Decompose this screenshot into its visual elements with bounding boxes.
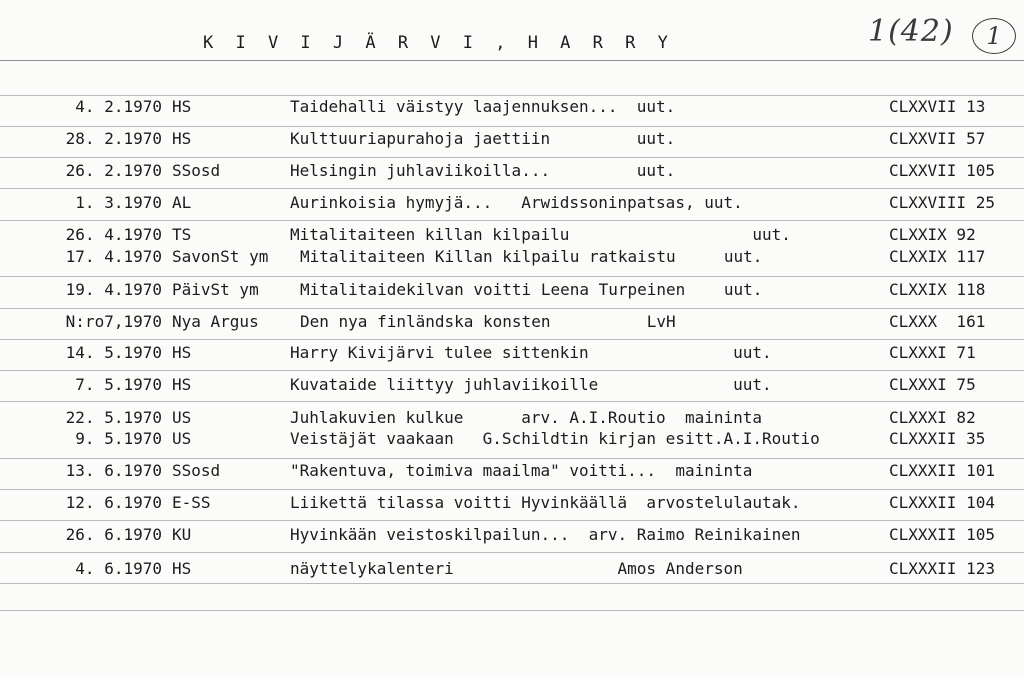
entry-source: TS bbox=[172, 225, 192, 244]
entry-date: 7. 5.1970 bbox=[75, 375, 162, 394]
entry-source: HS bbox=[172, 129, 192, 148]
table-row bbox=[0, 312, 1024, 332]
divider bbox=[0, 95, 1024, 96]
entry-date: 9. 5.1970 bbox=[75, 429, 162, 448]
entry-text: Mitalitaidekilvan voitti Leena Turpeinen uut. bbox=[300, 280, 763, 299]
entry-text: Mitalitaiteen killan kilpailu uut. bbox=[290, 225, 791, 244]
handwritten-page-note: 1(42) bbox=[868, 14, 954, 49]
entry-reference: CLXXX 161 bbox=[889, 312, 986, 331]
entry-text: Veistäjät vaakaan G.Schildtin kirjan esitt.A.I.Routio bbox=[290, 429, 820, 448]
entry-text: "Rakentuva, toimiva maailma" voitti... maininta bbox=[290, 461, 753, 480]
entry-reference: CLXXIX 92 bbox=[889, 225, 976, 244]
divider bbox=[0, 220, 1024, 221]
entry-source: HS bbox=[172, 97, 192, 116]
divider bbox=[0, 552, 1024, 553]
divider bbox=[0, 308, 1024, 309]
entry-reference: CLXXXII 101 bbox=[889, 461, 995, 480]
entry-text: näyttelykalenteri Amos Anderson bbox=[290, 559, 743, 578]
entry-text: Mitalitaiteen Killan kilpailu ratkaistu uut. bbox=[300, 247, 763, 266]
table-row bbox=[0, 193, 1024, 213]
table-row bbox=[0, 461, 1024, 481]
table-row bbox=[0, 129, 1024, 149]
divider bbox=[0, 60, 1024, 61]
entry-date: 12. 6.1970 bbox=[65, 493, 162, 512]
divider bbox=[0, 339, 1024, 340]
entry-date: 14. 5.1970 bbox=[65, 343, 162, 362]
entry-text: Kuvataide liittyy juhlaviikoille uut. bbox=[290, 375, 772, 394]
table-row bbox=[0, 343, 1024, 363]
entry-reference: CLXXVII 57 bbox=[889, 129, 986, 148]
entry-date: 17. 4.1970 bbox=[65, 247, 162, 266]
table-row bbox=[0, 493, 1024, 513]
table-row bbox=[0, 280, 1024, 300]
entry-text: Aurinkoisia hymyjä... Arwidssoninpatsas, uut. bbox=[290, 193, 743, 212]
entry-date: 26. 6.1970 bbox=[65, 525, 162, 544]
entry-reference: CLXXXI 75 bbox=[889, 375, 976, 394]
entry-date: 26. 4.1970 bbox=[65, 225, 162, 244]
table-row bbox=[0, 161, 1024, 181]
entry-reference: CLXXIX 118 bbox=[889, 280, 986, 299]
entry-reference: CLXXVIII 25 bbox=[889, 193, 995, 212]
divider bbox=[0, 157, 1024, 158]
entry-date: 19. 4.1970 bbox=[65, 280, 162, 299]
table-row bbox=[0, 429, 1024, 449]
entry-date: 28. 2.1970 bbox=[65, 129, 162, 148]
handwritten-circled-number: 1 bbox=[972, 18, 1016, 54]
entry-date: 22. 5.1970 bbox=[65, 408, 162, 427]
table-row bbox=[0, 225, 1024, 245]
entry-text: Liikettä tilassa voitti Hyvinkäällä arvostelulautak. bbox=[290, 493, 801, 512]
entry-date: 13. 6.1970 bbox=[65, 461, 162, 480]
table-row bbox=[0, 408, 1024, 428]
entry-text: Den nya finländska konsten LvH bbox=[300, 312, 676, 331]
entry-reference: CLXXXI 82 bbox=[889, 408, 976, 427]
table-row bbox=[0, 375, 1024, 395]
divider bbox=[0, 458, 1024, 459]
entry-source: SavonSt ym bbox=[172, 247, 269, 266]
entry-reference: CLXXXII 35 bbox=[889, 429, 986, 448]
table-row bbox=[0, 97, 1024, 117]
entry-source: US bbox=[172, 429, 192, 448]
entry-source: HS bbox=[172, 343, 192, 362]
entry-date: N:ro7,1970 bbox=[65, 312, 162, 331]
entry-source: HS bbox=[172, 559, 192, 578]
card-title: K I V I J Ä R V I , H A R R Y bbox=[203, 33, 674, 53]
divider bbox=[0, 489, 1024, 490]
entry-date: 1. 3.1970 bbox=[75, 193, 162, 212]
divider bbox=[0, 583, 1024, 584]
table-row bbox=[0, 247, 1024, 267]
entry-source: AL bbox=[172, 193, 192, 212]
entry-source: SSosd bbox=[172, 161, 221, 180]
entry-reference: CLXXVII 105 bbox=[889, 161, 995, 180]
table-row bbox=[0, 559, 1024, 579]
entry-text: Helsingin juhlaviikoilla... uut. bbox=[290, 161, 676, 180]
entry-source: KU bbox=[172, 525, 192, 544]
divider bbox=[0, 370, 1024, 371]
entry-reference: CLXXXII 104 bbox=[889, 493, 995, 512]
divider bbox=[0, 276, 1024, 277]
entry-source: E-SS bbox=[172, 493, 211, 512]
entry-text: Kulttuuriapurahoja jaettiin uut. bbox=[290, 129, 676, 148]
entry-text: Hyvinkään veistoskilpailun... arv. Raimo Reinikainen bbox=[290, 525, 801, 544]
entry-date: 4. 2.1970 bbox=[75, 97, 162, 116]
entry-date: 26. 2.1970 bbox=[65, 161, 162, 180]
divider bbox=[0, 126, 1024, 127]
entry-source: SSosd bbox=[172, 461, 221, 480]
divider bbox=[0, 610, 1024, 611]
entry-source: PäivSt ym bbox=[172, 280, 259, 299]
divider bbox=[0, 520, 1024, 521]
entry-text: Juhlakuvien kulkue arv. A.I.Routio maininta bbox=[290, 408, 763, 427]
entry-source: Nya Argus bbox=[172, 312, 259, 331]
entry-reference: CLXXXI 71 bbox=[889, 343, 976, 362]
entry-text: Harry Kivijärvi tulee sittenkin uut. bbox=[290, 343, 772, 362]
entry-source: HS bbox=[172, 375, 192, 394]
entry-text: Taidehalli väistyy laajennuksen... uut. bbox=[290, 97, 676, 116]
entry-reference: CLXXXII 105 bbox=[889, 525, 995, 544]
entry-reference: CLXXIX 117 bbox=[889, 247, 986, 266]
table-row bbox=[0, 525, 1024, 545]
divider bbox=[0, 401, 1024, 402]
divider bbox=[0, 188, 1024, 189]
entry-reference: CLXXVII 13 bbox=[889, 97, 986, 116]
entry-source: US bbox=[172, 408, 192, 427]
entry-date: 4. 6.1970 bbox=[75, 559, 162, 578]
entry-reference: CLXXXII 123 bbox=[889, 559, 995, 578]
